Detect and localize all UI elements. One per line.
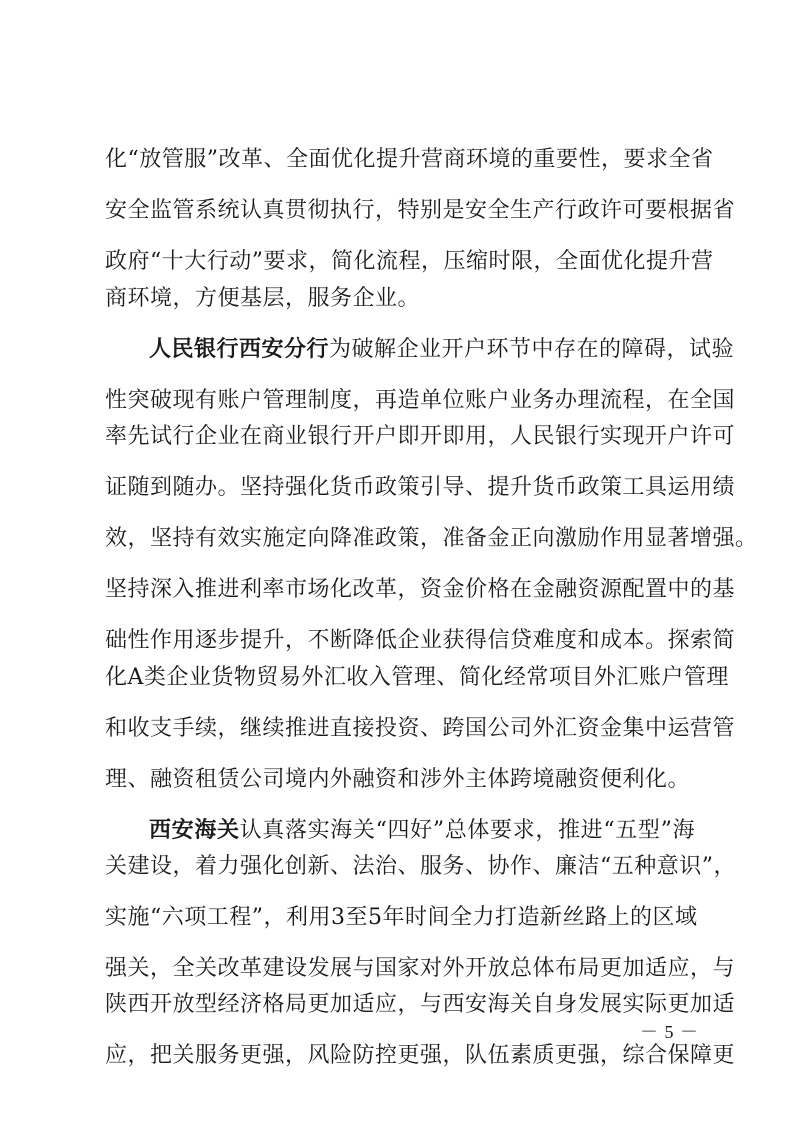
text-line: 理、融资租赁公司境内外融资和涉外主体跨境融资便利化。: [105, 767, 691, 792]
section-lead: 西安海关: [149, 818, 240, 843]
text-line: 关建设，着力强化创新、法治、服务、协作、廉洁“五种意识”，: [105, 854, 736, 879]
text-line: 础性作用逐步提升，不断降低企业获得信贷难度和成本。探索简: [105, 628, 736, 653]
text-line: 效，坚持有效实施定向降准政策，准备金正向激励作用显著增强。: [105, 526, 758, 551]
paragraph-first-line: [149, 815, 695, 847]
section-lead: 人民银行西安分行: [149, 337, 330, 362]
text-line: 化A类企业货物贸易外汇收入管理、简化经常项目外汇账户管理: [105, 665, 729, 690]
text-line: 坚持深入推进利率市场化改革，资金价格在金融资源配置中的基: [105, 577, 736, 602]
text-line: 和收支手续，继续推进直接投资、跨国公司外汇资金集中运营管: [105, 716, 736, 741]
paragraph-first-line: [149, 334, 735, 366]
text-run: 为破解企业开户环节中存在的障碍，试验: [329, 337, 735, 362]
text-line: 安全监管系统认真贯彻执行，特别是安全生产行政许可要根据省: [105, 198, 736, 223]
text-line: 证随到随办。坚持强化货币政策引导、提升货币政策工具运用绩: [105, 475, 736, 500]
text-line: 应，把关服务更强，风险防控更强，队伍素质更强，综合保障更: [105, 1043, 736, 1068]
text-line: 政府“十大行动”要求，简化流程，压缩时限，全面优化提升营: [105, 249, 714, 274]
text-line: 实施“六项工程”，利用3至5年时间全力打造新丝路上的区域: [105, 905, 698, 930]
text-line: 陕西开放型经济格局更加适应，与西安海关自身发展实际更加适: [105, 992, 736, 1017]
text-line: 化“放管服”改革、全面优化提升营商环境的重要性，要求全省: [105, 147, 714, 172]
text-line: 强关，全关改革建设发展与国家对外开放总体布局更加适应，与: [105, 956, 736, 981]
text-line: 性突破现有账户管理制度，再造单位账户业务办理流程，在全国: [105, 388, 736, 413]
text-line: 商环境，方便基层，服务企业。: [105, 286, 421, 311]
text-run: 认真落实海关“四好”总体要求，推进“五型”海: [239, 818, 695, 843]
page-number: － 5 －: [640, 1022, 699, 1042]
text-line: 率先试行企业在商业银行开户即开即用，人民银行实现开户许可: [105, 424, 736, 449]
